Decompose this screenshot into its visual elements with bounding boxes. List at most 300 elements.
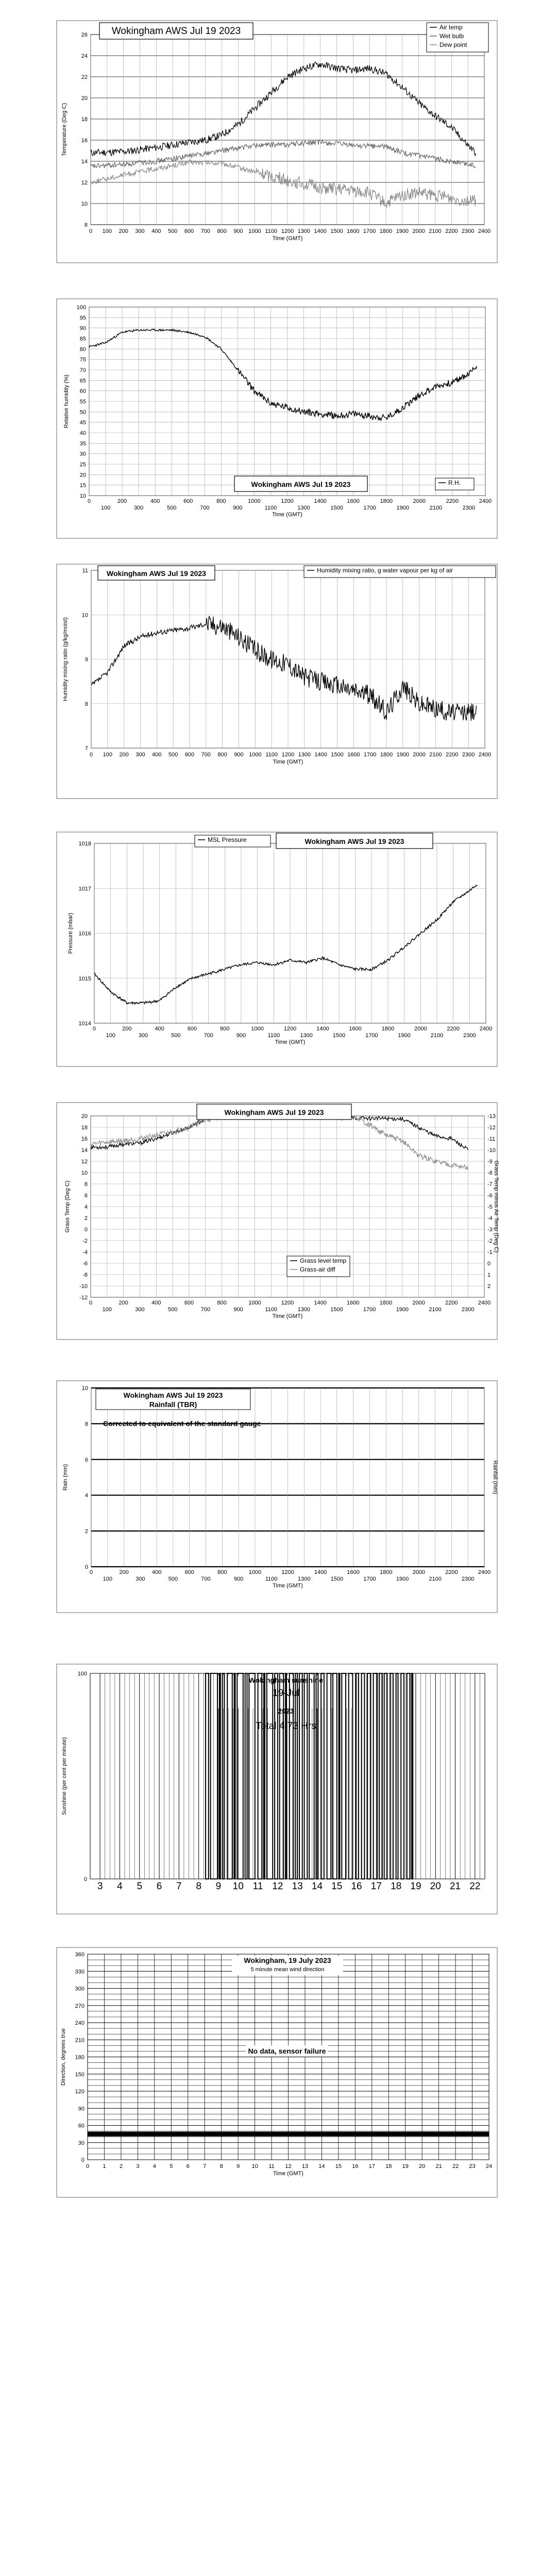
y-tick-label: 10 [81, 612, 88, 619]
x-tick-label: 15 [335, 2163, 342, 2170]
x-tick-label: 100 [103, 752, 113, 758]
x-tick-label: 0 [86, 2163, 90, 2170]
x-tick-label: 300 [136, 1576, 145, 1582]
x-tick-label: 22 [452, 2163, 459, 2170]
y-tick-label: -2 [82, 1238, 88, 1244]
x-tick-label: 1900 [396, 228, 409, 234]
x-tick-label: 500 [167, 1307, 178, 1313]
x-tick-label: 1200 [283, 1026, 297, 1032]
y-axis-title: Relative humidity (%) [63, 375, 70, 428]
chart-panel-5 [57, 1103, 499, 1340]
x-tick-label: 3 [97, 1881, 103, 1892]
x-tick-label: 2300 [462, 505, 476, 511]
y-tick-label: 75 [79, 357, 86, 363]
x-tick-label: 1500 [330, 1307, 343, 1313]
y-tick-label-right: -1 [487, 1249, 493, 1256]
chart-annotation: No data, sensor failure [248, 2047, 326, 2055]
x-axis-title: Time (GMT) [272, 512, 302, 518]
x-tick-label: 22 [469, 1881, 481, 1892]
y-tick-label: 10 [79, 493, 86, 499]
y-tick-label: 70 [79, 367, 86, 374]
x-tick-label: 23 [469, 2163, 476, 2170]
x-tick-label: 4 [153, 2163, 156, 2170]
y-tick-label: 10 [81, 201, 88, 207]
x-tick-label: 9 [215, 1881, 222, 1892]
y-tick-label: -12 [79, 1295, 88, 1301]
x-tick-label: 11 [252, 1881, 263, 1892]
y-tick-label: 12 [81, 1159, 88, 1165]
x-tick-label: 2000 [412, 1569, 426, 1575]
x-tick-label: 2000 [414, 1026, 427, 1032]
y-tick-label-right: -3 [487, 1227, 493, 1233]
y-tick-label: 30 [78, 2140, 84, 2146]
x-tick-label: 400 [151, 1300, 161, 1306]
x-tick-label: 17 [370, 1881, 382, 1892]
sunshine-bar [285, 1673, 286, 1879]
y-tick-label: 80 [79, 346, 86, 353]
x-tick-label: 2200 [446, 752, 459, 758]
x-tick-label: 1700 [363, 1576, 376, 1582]
x-tick-label: 1600 [347, 752, 360, 758]
y-tick-label: 100 [77, 1671, 87, 1677]
y-tick-label: 15 [79, 482, 86, 489]
y-axis-title: Pressure (mbar) [67, 912, 74, 954]
x-tick-label: 3 [136, 2163, 140, 2170]
x-tick-label: 2400 [479, 1026, 493, 1032]
chart-year: 2023 [278, 1707, 294, 1715]
y-tick-label: 60 [78, 2123, 84, 2129]
x-tick-label: 700 [200, 1307, 211, 1313]
x-tick-label: 700 [200, 505, 210, 511]
x-tick-label: 2200 [445, 228, 458, 234]
y-tick-label: 20 [81, 1113, 88, 1120]
x-tick-label: 2300 [462, 752, 475, 758]
x-tick-label: 14 [318, 2163, 325, 2170]
chart-title: Wokingham AWS Jul 19 2023 [111, 26, 241, 37]
x-tick-label: 1700 [365, 1032, 378, 1039]
y-tick-label-right: -4 [487, 1215, 493, 1222]
x-tick-label: 600 [184, 1300, 194, 1306]
x-tick-label: 1000 [251, 1026, 264, 1032]
x-tick-label: 1300 [297, 228, 311, 234]
x-tick-label: 1300 [300, 1032, 313, 1039]
y-tick-label: 22 [81, 74, 88, 80]
x-tick-label: 1300 [298, 1576, 311, 1582]
y-tick-label: 120 [75, 2089, 84, 2095]
y-tick-label: 14 [81, 1147, 88, 1154]
y-tick-label: 270 [75, 2003, 84, 2009]
x-tick-label: 16 [352, 2163, 359, 2170]
x-tick-label: 13 [292, 1881, 303, 1892]
y-tick-label: 16 [81, 138, 88, 144]
x-tick-label: 6 [156, 1881, 162, 1892]
x-tick-label: 0 [92, 1026, 96, 1032]
y-tick-label-right: -12 [487, 1125, 496, 1131]
x-tick-label: 2200 [447, 1026, 460, 1032]
x-tick-label: 2100 [429, 505, 443, 511]
x-tick-label: 2400 [478, 752, 492, 758]
x-tick-label: 0 [89, 1300, 93, 1306]
x-tick-label: 2100 [429, 1576, 442, 1582]
x-tick-label: 10 [232, 1881, 244, 1892]
y-tick-label: 4 [84, 1493, 88, 1499]
y-tick-label: 100 [76, 304, 86, 311]
x-axis-title: Time (GMT) [273, 1583, 303, 1589]
x-tick-label: 200 [122, 1026, 132, 1032]
x-tick-label: 1400 [314, 498, 327, 504]
x-tick-label: 2100 [429, 1307, 442, 1313]
legend-entry: Grass-air diff [300, 1266, 335, 1273]
x-tick-label: 500 [171, 1032, 181, 1039]
x-tick-label: 1300 [298, 752, 311, 758]
y-tick-label: 14 [81, 159, 88, 165]
y-tick-label: 240 [75, 2020, 84, 2026]
x-tick-label: 20 [430, 1881, 441, 1892]
chart-panel-6 [57, 1381, 498, 1613]
chart-title: Wokingham AWS Jul 19 2023 [251, 480, 351, 488]
y-tick-label-right: 2 [487, 1283, 491, 1290]
y-tick-label: 1014 [78, 1021, 91, 1027]
x-tick-label: 0 [89, 1569, 93, 1575]
x-axis-title: Time (GMT) [272, 235, 303, 242]
x-tick-label: 1600 [347, 498, 360, 504]
x-axis-title: Time (GMT) [273, 2171, 303, 2177]
y-tick-label: -4 [82, 1249, 88, 1256]
y-tick-label: 6 [84, 1456, 88, 1463]
x-tick-label: 1200 [281, 1300, 294, 1306]
x-tick-label: 1700 [363, 228, 376, 234]
y-tick-label: 2 [84, 1215, 88, 1222]
x-tick-label: 10 [251, 2163, 258, 2170]
x-tick-label: 2000 [413, 752, 426, 758]
x-tick-label: 21 [435, 2163, 442, 2170]
x-tick-label: 21 [449, 1881, 461, 1892]
y-tick-label-right: -5 [487, 1204, 493, 1210]
y-tick-label-right: -8 [487, 1170, 493, 1176]
x-tick-label: 8 [219, 2163, 223, 2170]
x-tick-label: 1200 [281, 1569, 294, 1575]
sunshine-bar [412, 1673, 413, 1879]
x-tick-label: 1800 [379, 1300, 393, 1306]
x-tick-label: 600 [183, 498, 193, 504]
chart-total: Total 4.73 Hrs [256, 1721, 316, 1732]
x-tick-label: 1400 [314, 752, 327, 758]
x-tick-label: 1100 [265, 1307, 277, 1313]
y-tick-label: 65 [79, 378, 86, 384]
y-tick-label-right: -10 [487, 1147, 496, 1154]
x-tick-label: 100 [102, 1307, 112, 1313]
x-tick-label: 200 [119, 1569, 129, 1575]
x-tick-label: 900 [233, 228, 243, 234]
x-tick-label: 1000 [248, 1300, 261, 1306]
x-tick-label: 7 [176, 1881, 182, 1892]
y-tick-label: 300 [75, 1986, 84, 1992]
y-tick-label: -8 [82, 1272, 88, 1278]
y-tick-label-right: 1 [487, 1272, 491, 1278]
y-tick-label: 0 [83, 1876, 87, 1883]
y-tick-label: 8 [84, 701, 88, 707]
x-tick-label: 0 [87, 498, 91, 504]
y-tick-label: 55 [79, 399, 86, 405]
x-tick-label: 500 [168, 1576, 178, 1582]
x-tick-label: 200 [119, 228, 128, 234]
x-tick-label: 900 [234, 752, 244, 758]
y-tick-label: 4 [84, 1204, 88, 1210]
x-tick-label: 2000 [412, 1300, 425, 1306]
x-tick-label: 1900 [396, 505, 410, 511]
y-tick-label: 1017 [78, 886, 91, 892]
x-tick-label: 12 [272, 1881, 283, 1892]
x-tick-label: 800 [217, 228, 227, 234]
x-tick-label: 8 [196, 1881, 201, 1892]
x-tick-label: 12 [285, 2163, 292, 2170]
x-tick-label: 13 [301, 2163, 309, 2170]
legend-entry: Air temp [439, 24, 463, 31]
y-tick-label: 26 [81, 32, 88, 38]
chart-panel-7 [57, 1664, 497, 1914]
x-tick-label: 1500 [330, 505, 343, 511]
y-tick-label: 6 [84, 1193, 88, 1199]
x-tick-label: 1000 [248, 228, 261, 234]
x-tick-label: 1100 [267, 1032, 280, 1039]
x-tick-label: 700 [204, 1032, 213, 1039]
y-tick-label: 1018 [78, 841, 91, 847]
x-tick-label: 2100 [429, 228, 442, 234]
y-tick-label: 2 [84, 1528, 88, 1535]
y-axis-title: Direction, degrees true [60, 2028, 66, 2086]
x-tick-label: 1100 [265, 752, 278, 758]
y-tick-label: 330 [75, 1969, 84, 1975]
y-axis-title: Sunshine (per cent per minute) [61, 1737, 67, 1816]
x-tick-label: 400 [150, 498, 160, 504]
x-tick-label: 2300 [463, 1032, 476, 1039]
y-tick-label-right: -9 [487, 1159, 493, 1165]
y-tick-label: 95 [79, 315, 86, 321]
x-tick-label: 2300 [461, 228, 475, 234]
sunshine-bar [264, 1673, 265, 1879]
y-tick-label: 1015 [78, 975, 91, 982]
x-tick-label: 1900 [396, 752, 410, 758]
chart-title: Wokingham, 19 July 2023 [244, 1956, 331, 1964]
x-tick-label: 1300 [297, 505, 310, 511]
x-tick-label: 16 [351, 1881, 362, 1892]
x-tick-label: 1400 [314, 1300, 327, 1306]
y-tick-label: 20 [81, 95, 88, 101]
x-tick-label: 1200 [281, 752, 295, 758]
x-tick-label: 500 [168, 752, 178, 758]
chart-panel-4 [57, 832, 497, 1066]
x-tick-label: 1700 [363, 752, 377, 758]
y-tick-label: 90 [78, 2106, 84, 2112]
x-tick-label: 2100 [429, 752, 442, 758]
chart-panel-3 [57, 564, 497, 799]
y-tick-label: 85 [79, 336, 86, 342]
x-tick-label: 17 [368, 2163, 375, 2170]
x-tick-label: 1100 [265, 1576, 278, 1582]
x-tick-label: 1 [103, 2163, 106, 2170]
x-tick-label: 900 [233, 1576, 244, 1582]
y-axis-title-right: Grass Temp minus Air Temp (Deg C) [493, 1160, 499, 1253]
y-tick-label: -6 [82, 1261, 88, 1267]
sunshine-bar [234, 1673, 235, 1879]
x-tick-label: 600 [184, 228, 194, 234]
x-tick-label: 1800 [379, 228, 393, 234]
y-tick-label: 360 [75, 1952, 84, 1958]
chart-title: Wokingham sunshine [248, 1676, 324, 1684]
x-axis-title: Time (GMT) [272, 1313, 303, 1319]
x-tick-label: 700 [201, 1576, 211, 1582]
x-tick-label: 400 [151, 228, 161, 234]
sunshine-bar [219, 1673, 221, 1879]
legend-entry: R.H. [448, 479, 461, 486]
x-tick-label: 5 [137, 1881, 143, 1892]
chart-title: Wokingham AWS Jul 19 2023 [224, 1108, 324, 1116]
x-tick-label: 11 [268, 2163, 275, 2170]
chart-panel-1 [57, 21, 497, 263]
y-tick-label: 25 [79, 462, 86, 468]
x-tick-label: 2200 [446, 498, 459, 504]
x-tick-label: 18 [385, 2163, 392, 2170]
legend-entry: Dew point [439, 41, 467, 48]
x-tick-label: 1500 [330, 1576, 344, 1582]
chart-panel-8 [57, 1947, 497, 2197]
y-tick-label: 9 [84, 656, 88, 663]
y-tick-label: 60 [79, 388, 86, 395]
y-tick-label: 0 [84, 1227, 88, 1233]
x-tick-label: 1200 [281, 228, 294, 234]
x-tick-label: 1200 [281, 498, 294, 504]
x-tick-label: 600 [184, 752, 195, 758]
y-tick-label: 210 [75, 2037, 84, 2044]
y-tick-label: 30 [79, 451, 86, 457]
x-tick-label: 14 [311, 1881, 323, 1892]
y-tick-label: 8 [84, 1421, 88, 1428]
x-tick-label: 2 [119, 2163, 123, 2170]
x-axis-title: Time (GMT) [273, 759, 303, 765]
x-tick-label: 1000 [248, 498, 261, 504]
x-tick-label: 15 [331, 1881, 343, 1892]
x-tick-label: 1600 [347, 1569, 360, 1575]
x-tick-label: 9 [236, 2163, 240, 2170]
x-tick-label: 1900 [396, 1576, 409, 1582]
y-tick-label: 150 [75, 2071, 84, 2078]
x-tick-label: 700 [200, 228, 211, 234]
x-tick-label: 1000 [248, 1569, 262, 1575]
y-tick-label: 20 [79, 472, 86, 479]
x-tick-label: 2200 [445, 1569, 458, 1575]
y-tick-label-right: 0 [487, 1261, 491, 1267]
x-tick-label: 200 [117, 498, 127, 504]
x-tick-label: 300 [135, 1307, 145, 1313]
y-tick-label: 50 [79, 409, 86, 416]
y-tick-label: 10 [81, 1385, 88, 1392]
x-tick-label: 1900 [396, 1307, 409, 1313]
x-tick-label: 2400 [478, 1569, 491, 1575]
x-tick-label: 800 [217, 1300, 227, 1306]
x-tick-label: 100 [100, 505, 111, 511]
chart-annotation: Corrected to equivalent of the standard gauge [103, 1419, 261, 1428]
x-tick-label: 100 [102, 228, 112, 234]
x-tick-label: 2000 [412, 228, 425, 234]
y-axis-title: Rain (mm) [62, 1464, 69, 1491]
x-tick-label: 24 [485, 2163, 493, 2170]
x-tick-label: 6 [186, 2163, 190, 2170]
x-tick-label: 900 [233, 505, 243, 511]
x-tick-label: 2300 [461, 1307, 475, 1313]
x-tick-label: 900 [233, 1307, 243, 1313]
x-axis-title: Time (GMT) [275, 1039, 306, 1045]
x-tick-label: 300 [135, 228, 145, 234]
x-tick-label: 500 [167, 505, 177, 511]
y-tick-label: 18 [81, 1125, 88, 1131]
y-tick-label: 45 [79, 419, 86, 426]
x-tick-label: 100 [103, 1576, 112, 1582]
x-tick-label: 200 [119, 752, 129, 758]
x-tick-label: 1100 [264, 505, 277, 511]
x-tick-label: 1600 [347, 228, 360, 234]
chart-title: Wokingham AWS Jul 19 2023 [305, 837, 404, 845]
sunshine-bar [339, 1673, 340, 1879]
x-tick-label: 800 [216, 498, 226, 504]
x-tick-label: 200 [119, 1300, 128, 1306]
x-tick-label: 1500 [332, 1032, 346, 1039]
x-tick-label: 2400 [478, 228, 491, 234]
x-tick-label: 2400 [478, 1300, 491, 1306]
legend-entry: Grass level temp [300, 1257, 347, 1264]
y-tick-label: 8 [84, 1181, 88, 1188]
y-tick-label-right: -13 [487, 1113, 496, 1120]
x-tick-label: 1500 [330, 228, 343, 234]
y-tick-label: 18 [81, 116, 88, 123]
y-tick-label: 8 [84, 222, 88, 228]
y-tick-label: 0 [84, 1564, 88, 1570]
x-tick-label: 2000 [413, 498, 426, 504]
x-tick-label: 0 [89, 228, 93, 234]
chart-subtitle: 19-Jul [273, 1688, 299, 1699]
x-tick-label: 2300 [461, 1576, 475, 1582]
x-tick-label: 20 [419, 2163, 426, 2170]
y-axis-title: Temperature (Deg C) [61, 103, 67, 157]
chart-title: Wokingham AWS Jul 19 2023 [107, 569, 206, 578]
y-tick-label: 24 [81, 53, 88, 59]
y-tick-label-right: -6 [487, 1193, 493, 1199]
x-tick-label: 1700 [363, 1307, 376, 1313]
x-tick-label: 600 [187, 1026, 197, 1032]
x-tick-label: 700 [201, 752, 211, 758]
x-tick-label: 300 [133, 505, 144, 511]
x-tick-label: 1800 [381, 1026, 395, 1032]
x-tick-label: 1600 [349, 1026, 362, 1032]
x-tick-label: 4 [117, 1881, 123, 1892]
y-tick-label: 40 [79, 430, 86, 436]
x-tick-label: 800 [217, 752, 227, 758]
x-tick-label: 500 [167, 228, 178, 234]
x-tick-label: 2100 [430, 1032, 444, 1039]
x-tick-label: 1800 [380, 752, 393, 758]
x-tick-label: 1500 [331, 752, 344, 758]
chart-panel-2 [57, 299, 497, 538]
x-tick-label: 1900 [398, 1032, 411, 1039]
y-tick-label: 16 [81, 1136, 88, 1142]
y-tick-label: 180 [75, 2054, 84, 2061]
legend-entry: MSL Pressure [208, 836, 247, 843]
x-tick-label: 7 [203, 2163, 207, 2170]
x-tick-label: 1400 [316, 1026, 329, 1032]
x-tick-label: 1800 [380, 498, 393, 504]
y-axis-title: Grass Temp (Deg C) [64, 1180, 71, 1233]
y-tick-label: 10 [81, 1170, 88, 1176]
legend-entry: Humidity mixing ratio, g water vapour per kg of air [317, 567, 453, 574]
